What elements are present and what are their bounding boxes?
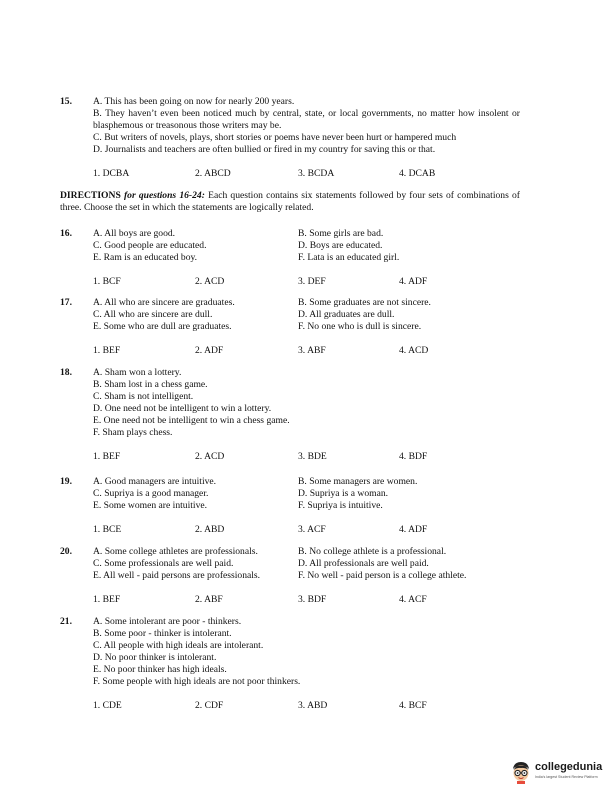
statement-b: B. Sham lost in a chess game.	[93, 379, 208, 390]
question-number: 15.	[60, 96, 72, 107]
question-body	[93, 297, 520, 357]
answer-options	[93, 276, 520, 288]
mascot-face-icon	[510, 760, 532, 784]
option-3: 3. BDF	[298, 594, 327, 605]
statement-b: B. No college athlete is a professional.	[298, 546, 447, 557]
answer-options	[93, 594, 520, 606]
statement-c: C. Sham is not intelligent.	[93, 391, 194, 402]
option-1: 1. BCE	[93, 524, 122, 535]
option-4: 4. BDF	[399, 451, 428, 462]
statement-f: F. Supriya is intuitive.	[298, 500, 383, 511]
statement-b: B. Some girls are bad.	[298, 228, 384, 239]
option-2: 2. ACD	[195, 451, 225, 462]
statement-d: D. Boys are educated.	[298, 240, 383, 251]
logo-wordmark: collegedunia	[535, 761, 603, 773]
statement-c: C. Some professionals are well paid.	[93, 558, 234, 569]
statement-b: B. Some graduates are not sincere.	[298, 297, 431, 308]
statement-b: B. Some managers are women.	[298, 476, 418, 487]
option-1: 1. DCBA	[93, 168, 130, 179]
statement-f: F. Sham plays chess.	[93, 427, 173, 438]
option-2: 2. ABD	[195, 524, 225, 535]
answer-options	[93, 345, 520, 357]
option-4: 4. ACD	[399, 345, 429, 356]
statement-f: F. No one who is dull is sincere.	[298, 321, 422, 332]
statement-d: D. All graduates are dull.	[298, 309, 395, 320]
question-number: 16.	[60, 228, 72, 239]
statement-b: B. They haven’t even been noticed much by central, state, or local governments, no matter how insolent or blasphemous or treasonous those writers may be.	[93, 108, 520, 131]
question-number: 20.	[60, 546, 72, 557]
statement-c: C. Good people are educated.	[93, 240, 207, 251]
question-body	[93, 367, 520, 463]
directions-paragraph	[60, 190, 520, 214]
statement-d: D. One need not be intelligent to win a lottery.	[93, 403, 272, 414]
option-3: 3. ABD	[298, 700, 328, 711]
statement-a: A. All who are sincere are graduates.	[93, 297, 235, 308]
directions-qualifier: for questions 16-24:	[123, 190, 205, 201]
question-body	[93, 546, 520, 606]
statement-a: A. Some intolerant are poor - thinkers.	[93, 616, 242, 627]
question-number: 21.	[60, 616, 72, 627]
statement-d: D. All professionals are well paid.	[298, 558, 429, 569]
option-1: 1. BEF	[93, 345, 121, 356]
statement-c: C. Supriya is a good manager.	[93, 488, 209, 499]
statement-d: D. No poor thinker is intolerant.	[93, 652, 217, 663]
statement-e: E. Ram is an educated boy.	[93, 252, 198, 263]
statement-d: D. Supriya is a woman.	[298, 488, 389, 499]
directions-heading: DIRECTIONS	[60, 190, 121, 201]
statement-c: C. All who are sincere are dull.	[93, 309, 213, 320]
option-3: 3. DEF	[298, 276, 326, 287]
directions-text: Each question contains six statements followed by four sets of combinations of three. Choose the set in which the statements are logically related.	[60, 190, 520, 213]
option-4: 4. DCAB	[399, 168, 436, 179]
answer-options	[93, 451, 520, 463]
statement-e: E. One need not be intelligent to win a chess game.	[93, 415, 290, 426]
option-2: 2. ACD	[195, 276, 225, 287]
option-4: 4. ACF	[399, 594, 427, 605]
option-4: 4. ADF	[399, 276, 428, 287]
answer-options	[93, 700, 520, 712]
question-number: 18.	[60, 367, 72, 378]
statement-e: E. No poor thinker has high ideals.	[93, 664, 227, 675]
option-2: 2. ABF	[195, 594, 223, 605]
option-1: 1. BEF	[93, 451, 121, 462]
statement-e: E. Some who are dull are graduates.	[93, 321, 232, 332]
statement-a: A. All boys are good.	[93, 228, 176, 239]
statement-e: E. All well - paid persons are professionals.	[93, 570, 261, 581]
option-2: 2. ADF	[195, 345, 224, 356]
option-1: 1. CDE	[93, 700, 122, 711]
option-2: 2. CDF	[195, 700, 224, 711]
question-number: 19.	[60, 476, 72, 487]
statement-b: B. Some poor - thinker is intolerant.	[93, 628, 232, 639]
statement-a: A. Good managers are intuitive.	[93, 476, 217, 487]
statement-a: A. Sham won a lottery.	[93, 367, 182, 378]
answer-options	[93, 524, 520, 536]
collegedunia-logo	[510, 758, 606, 788]
statement-c: C. But writers of novels, plays, short stories or poems have never been hurt or hampered much	[93, 132, 457, 143]
option-3: 3. ABF	[298, 345, 326, 356]
statement-c: C. All people with high ideals are intolerant.	[93, 640, 264, 651]
option-3: 3. BDE	[298, 451, 327, 462]
question-body	[93, 616, 520, 712]
statement-f: F. Some people with high ideals are not poor thinkers.	[93, 676, 301, 687]
statement-a: A. Some college athletes are professionals.	[93, 546, 258, 557]
option-3: 3. BCDA	[298, 168, 335, 179]
question-number: 17.	[60, 297, 72, 308]
question-body	[93, 476, 520, 536]
option-1: 1. BCF	[93, 276, 121, 287]
statement-a: A. This has been going on now for nearly 200 years.	[93, 96, 295, 107]
option-4: 4. ADF	[399, 524, 428, 535]
statement-f: F. No well - paid person is a college athlete.	[298, 570, 467, 581]
statement-f: F. Lata is an educated girl.	[298, 252, 400, 263]
statement-d: D. Journalists and teachers are often bullied or fired in my country for saving this or that.	[93, 144, 436, 155]
option-3: 3. ACF	[298, 524, 326, 535]
option-4: 4. BCF	[399, 700, 427, 711]
question-body	[93, 96, 520, 180]
statement-e: E. Some women are intuitive.	[93, 500, 208, 511]
option-1: 1. BEF	[93, 594, 121, 605]
answer-options	[93, 168, 520, 180]
logo-tagline: India's largest Student Review Platform	[535, 775, 598, 779]
question-body	[93, 228, 520, 288]
option-2: 2. ABCD	[195, 168, 231, 179]
